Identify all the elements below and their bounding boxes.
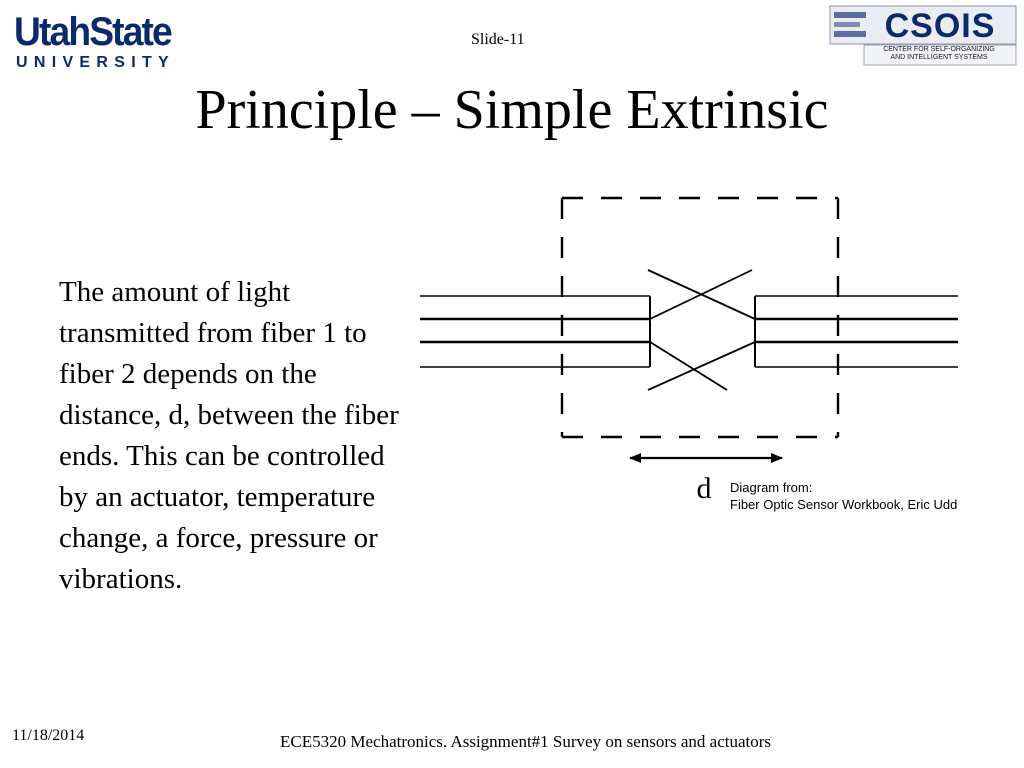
diagram-credit [730, 479, 957, 513]
fiber-2 [755, 296, 958, 367]
distance-label: d [696, 472, 712, 505]
diagram-credit-line2: Fiber Optic Sensor Workbook, Eric Udd [730, 497, 958, 512]
slide-title: Principle – Simple Extrinsic [195, 79, 829, 141]
csois-logo-subtitle: CENTER FOR SELF-ORGANIZING AND INTELLIGENT SYSTEMS [883, 46, 995, 61]
light-rays [648, 270, 755, 390]
usu-logo-university: UNIVERSITY [16, 54, 176, 71]
slide-number: Slide-11 [471, 31, 525, 48]
body-paragraph: The amount of light transmitted from fiber 1 to fiber 2 depends on the distance, d, between the fiber ends. This can be controlled by an actuator, temperature change, a force, pressure or vibrations. [59, 276, 399, 595]
usu-logo-wordmark: UtahState [14, 10, 171, 54]
footer-course: ECE5320 Mechatronics. Assignment#1 Survey on sensors and actuators [280, 732, 772, 751]
csois-logo-text: CSOIS [884, 7, 996, 45]
footer-date: 11/18/2014 [12, 727, 85, 744]
dashed-enclosure [562, 198, 838, 437]
diagram-credit-line1: Diagram from: [730, 480, 813, 495]
fiber-1 [420, 296, 650, 367]
